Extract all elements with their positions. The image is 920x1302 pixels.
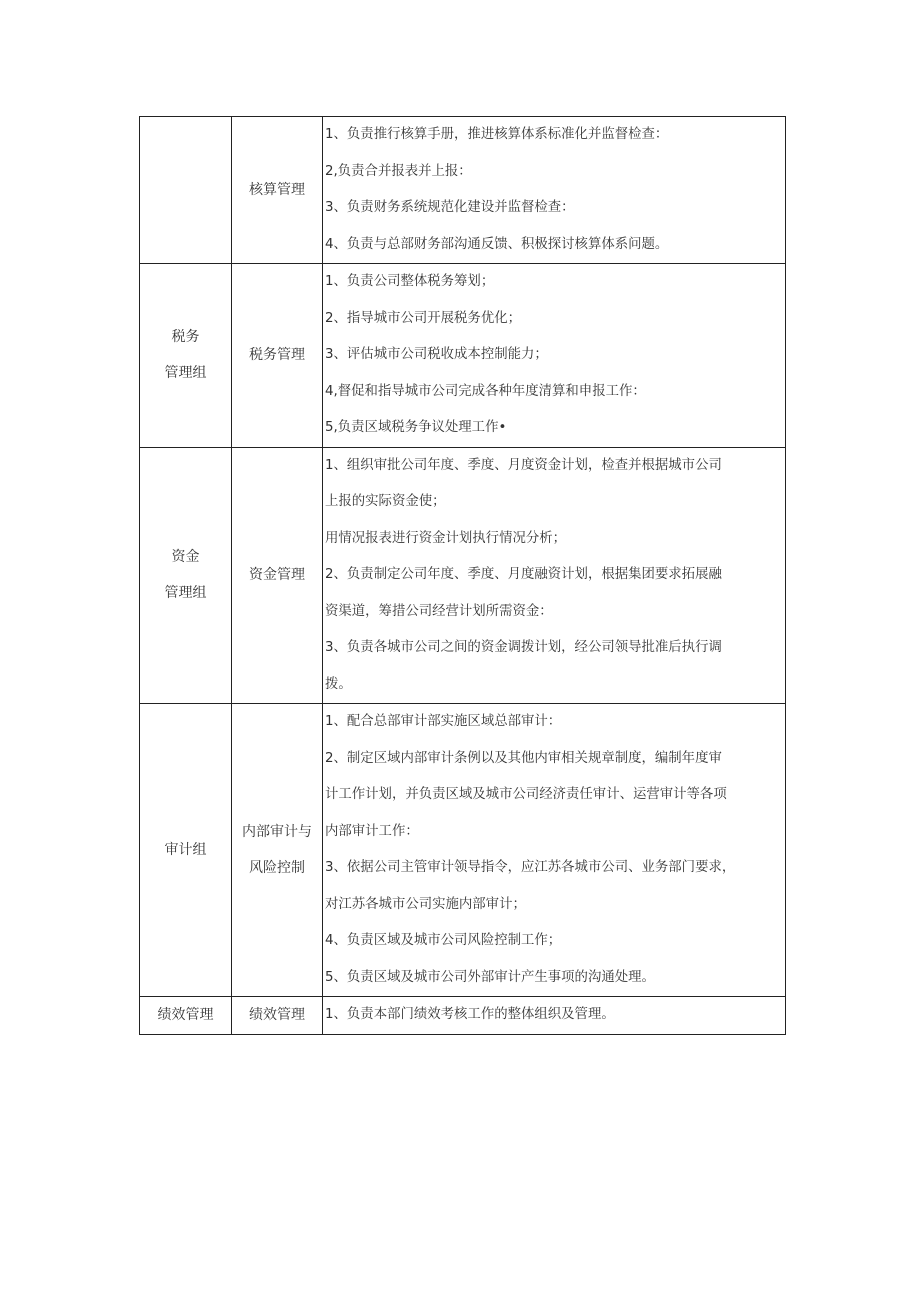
duties-cell: [323, 117, 786, 264]
function-cell: [232, 447, 323, 704]
table-row: [140, 264, 786, 448]
responsibility-table: [139, 116, 786, 1035]
group-cell: [140, 264, 232, 448]
duty-line: 5、负责区域及城市公司外部审计产生事项的沟通处理。: [325, 969, 655, 985]
duty-line: 3、负责财务系统规范化建设并监督检查：: [325, 200, 575, 215]
group-name: 管理组: [164, 365, 207, 382]
function-name: 内部审计与: [242, 824, 312, 840]
duty-line: 1、负责本部门绩效考核工作的整体组织及管理。: [325, 1007, 615, 1022]
duties-cell: [323, 997, 786, 1035]
group-cell: [140, 997, 232, 1035]
duties-cell: [323, 447, 786, 704]
group-name: 资金: [171, 549, 200, 566]
duty-line: 4、负责区域及城市公司风险控制工作；: [325, 933, 562, 948]
group-cell: [140, 447, 232, 704]
table-row: [140, 447, 786, 704]
function-name: 风险控制: [249, 860, 305, 876]
group-name: 税务: [171, 329, 200, 346]
duty-line: 3、评估城市公司税收成本控制能力；: [325, 347, 548, 362]
table-row: [140, 997, 786, 1035]
group-name: 绩效管理: [157, 1007, 214, 1024]
duty-line: 4、负责与总部财务部沟通反馈、积极探讨核算体系问题。: [325, 236, 669, 252]
function-cell: [232, 997, 323, 1035]
group-name: 管理组: [164, 585, 207, 602]
duty-line: 2、制定区域内部审计条例以及其他内审相关规章制度，编制年度审: [325, 750, 722, 766]
duty-line: 2,负责合并报表并上报：: [325, 163, 472, 179]
duty-line: 3、依据公司主管审计领导指令，应江苏各城市公司、业务部门要求，: [325, 860, 736, 875]
duty-line: 拨。: [325, 676, 352, 692]
duty-line: 3、负责各城市公司之间的资金调拨计划，经公司领导批准后执行调: [325, 640, 722, 655]
duty-line: 2、指导城市公司开展税务优化；: [325, 310, 521, 326]
duty-line: 4,督促和指导城市公司完成各种年度清算和申报工作：: [325, 383, 646, 399]
duties-cell: [323, 264, 786, 448]
duty-line: 用情况报表进行资金计划执行情况分析；: [325, 530, 567, 546]
function-name: 核算管理: [249, 182, 305, 198]
duty-line: 上报的实际资金使；: [325, 494, 446, 509]
duty-line: 1、负责公司整体税务筹划；: [325, 274, 495, 289]
function-cell: [232, 264, 323, 448]
duty-line: 5,负责区域税务争议处理工作•: [325, 420, 507, 435]
function-name: 绩效管理: [249, 1007, 305, 1024]
duty-line: 对江苏各城市公司实施内部审计；: [325, 896, 526, 912]
group-cell: [140, 117, 232, 264]
table-row: [140, 704, 786, 997]
function-name: 税务管理: [249, 347, 305, 364]
function-cell: [232, 117, 323, 264]
function-name: 资金管理: [249, 567, 305, 584]
duty-line: 1、配合总部审计部实施区域总部审计：: [325, 714, 562, 729]
duty-line: 1、负责推行核算手册，推进核算体系标准化并监督检查：: [325, 127, 669, 142]
duty-line: 1、组织审批公司年度、季度、月度资金计划，检查并根据城市公司: [325, 457, 722, 473]
duty-line: 2、负责制定公司年度、季度、月度融资计划，根据集团要求拓展融: [325, 567, 722, 582]
duty-line: 内部审计工作：: [325, 823, 419, 839]
function-cell: [232, 704, 323, 997]
duty-line: 资渠道，筹措公司经营计划所需资金：: [325, 603, 553, 619]
group-cell: [140, 704, 232, 997]
duties-cell: [323, 704, 786, 997]
duty-line: 计工作计划，并负责区域及城市公司经济责任审计、运营审计等各项: [325, 787, 727, 802]
group-name: 审计组: [164, 842, 207, 858]
table-row: [140, 117, 786, 264]
